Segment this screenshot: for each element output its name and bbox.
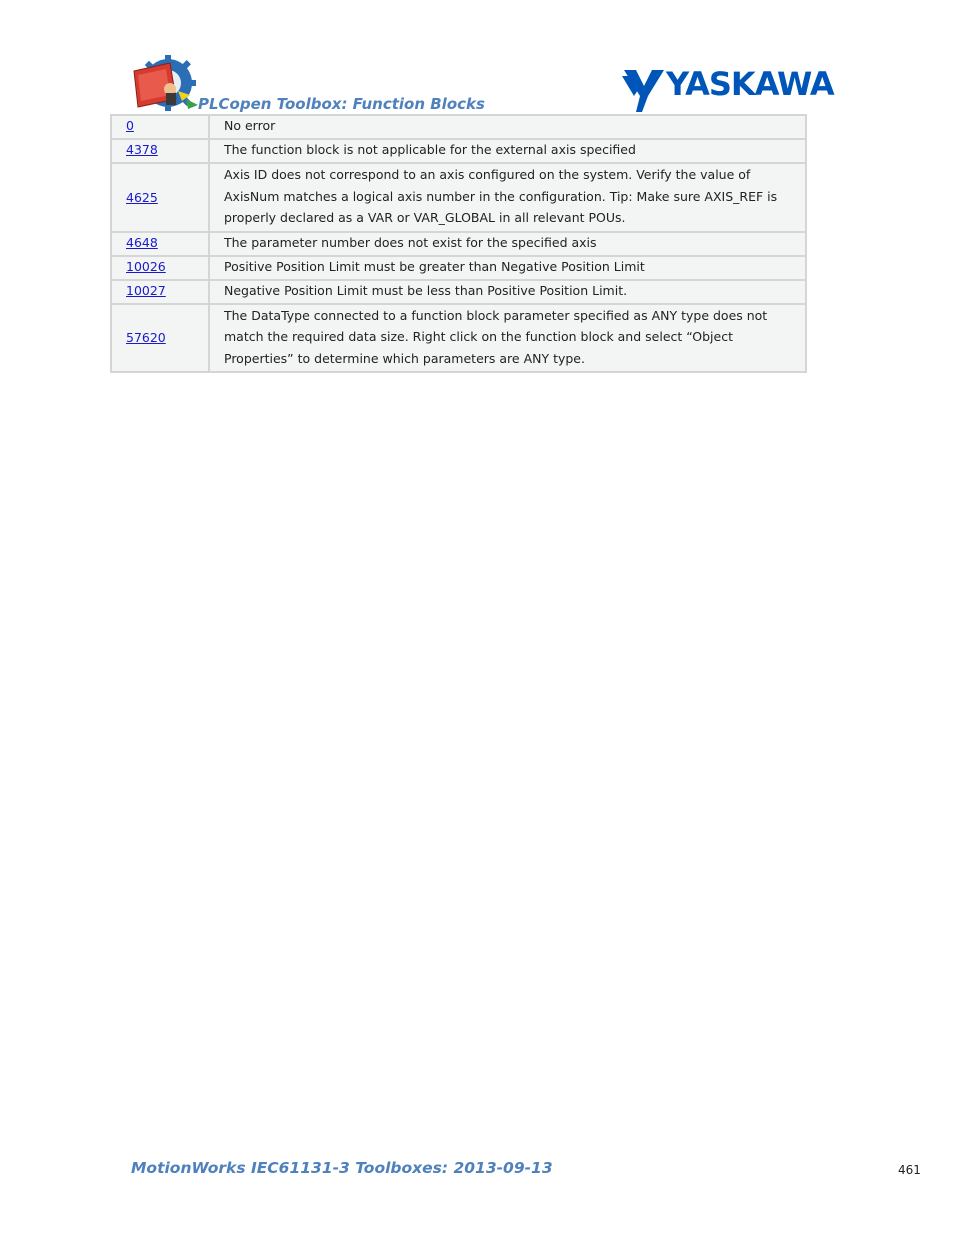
page-number: 461	[898, 1163, 921, 1177]
table-row	[111, 280, 806, 304]
table-row	[111, 232, 806, 256]
table-row	[111, 256, 806, 280]
error-code-link[interactable]: 10026	[126, 258, 166, 274]
error-code-link[interactable]: 57620	[126, 330, 166, 345]
table-row	[111, 115, 806, 139]
error-description: No error	[209, 115, 806, 139]
error-code-table	[110, 114, 807, 373]
page-header-title: PLCopen Toolbox: Function Blocks	[198, 95, 485, 113]
error-description: The function block is not applicable for the external axis specified	[209, 139, 806, 163]
error-code-link[interactable]: 4648	[126, 234, 158, 250]
error-description: Positive Position Limit must be greater than Negative Position Limit	[209, 256, 806, 280]
table-row	[111, 304, 806, 373]
table-row	[111, 139, 806, 163]
error-code-link[interactable]: 10027	[126, 282, 166, 298]
yaskawa-logo-icon	[622, 66, 844, 112]
error-description: Negative Position Limit must be less than Positive Position Limit.	[209, 280, 806, 304]
error-code-link[interactable]: 4378	[126, 142, 158, 157]
error-description: The DataType connected to a function block parameter specified as ANY type does not match the required data size. Right click on the function block and select “Object Properties” to determine which parameters are ANY type.	[209, 304, 806, 373]
yaskawa-brand-text: YASKAWA	[666, 65, 834, 103]
page-footer-title: MotionWorks IEC61131-3 Toolboxes: 2013-09-13	[131, 1159, 553, 1177]
error-description: Axis ID does not correspond to an axis configured on the system. Verify the value of AxisNum matches a logical axis number in the configuration. Tip: Make sure AXIS_REF is properly declared as a VAR or VAR_GLOBAL in all relevant POUs.	[209, 163, 806, 232]
table-row	[111, 163, 806, 232]
error-description: The parameter number does not exist for the specified axis	[209, 232, 806, 256]
error-code-link[interactable]: 4625	[126, 189, 158, 205]
error-code-link[interactable]: 0	[126, 118, 134, 133]
toolbox-logo-icon	[130, 55, 200, 113]
